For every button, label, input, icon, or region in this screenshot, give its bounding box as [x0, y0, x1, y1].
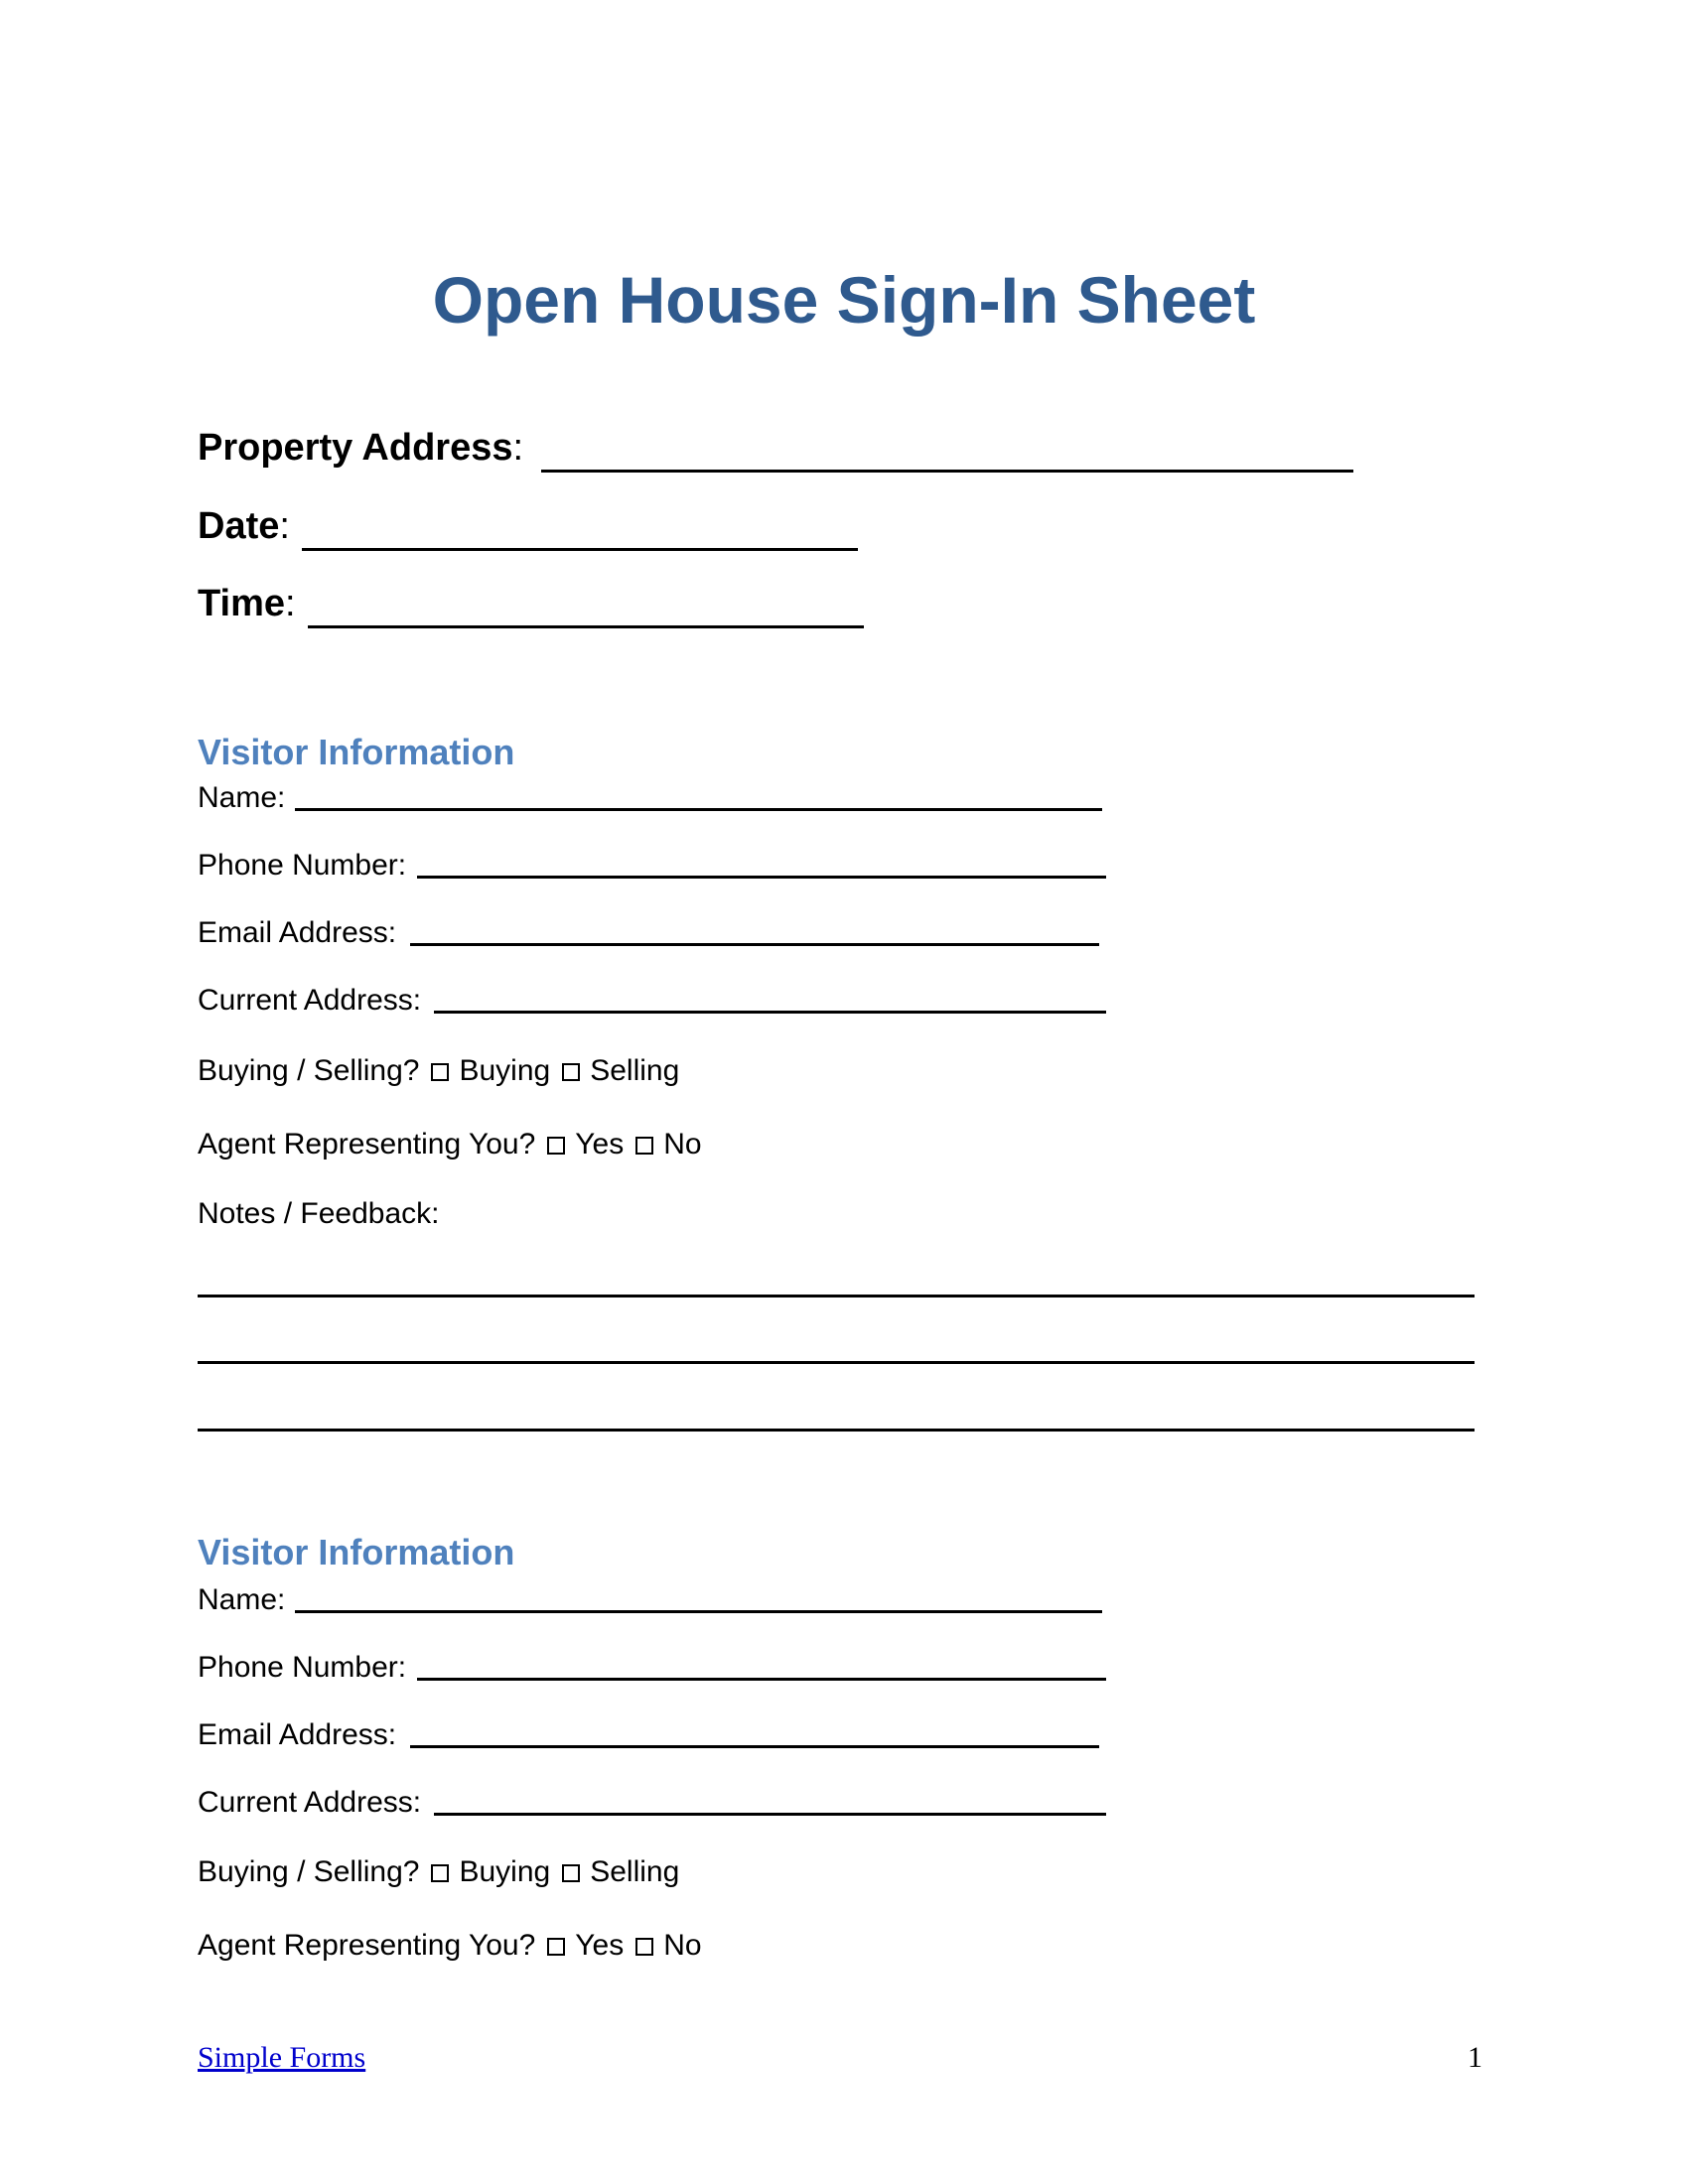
- phone-label-1: Phone Number:: [198, 849, 407, 882]
- simple-forms-link[interactable]: Simple Forms: [198, 2041, 366, 2074]
- time-label: Time: [198, 583, 286, 624]
- agent-row-2: [198, 1927, 702, 1965]
- visitor-information-heading-1: Visitor Information: [198, 732, 515, 772]
- notes-label-1: Notes / Feedback:: [198, 1197, 440, 1230]
- name-label-1: Name:: [198, 781, 286, 814]
- phone-blank-2[interactable]: [417, 1678, 1106, 1681]
- property-address-label: Property Address: [198, 427, 513, 469]
- phone-label-2: Phone Number:: [198, 1651, 407, 1684]
- yes-checkbox-2[interactable]: [547, 1938, 565, 1956]
- property-address-field: [198, 425, 523, 471]
- property-address-blank[interactable]: [541, 470, 1353, 473]
- current-address-blank-2[interactable]: [434, 1813, 1106, 1816]
- no-option-1: No: [663, 1128, 702, 1160]
- buying-option-1: Buying: [459, 1054, 551, 1087]
- buying-selling-row-2: [198, 1853, 679, 1891]
- phone-blank-1[interactable]: [417, 876, 1106, 879]
- buying-checkbox-1[interactable]: [431, 1063, 449, 1081]
- no-checkbox-2[interactable]: [635, 1938, 653, 1956]
- agent-row-1: [198, 1126, 702, 1163]
- name-blank-1[interactable]: [295, 808, 1102, 811]
- date-field: [198, 503, 290, 549]
- date-colon: :: [279, 505, 290, 547]
- email-label-2: Email Address:: [198, 1718, 397, 1751]
- current-address-label-1: Current Address:: [198, 984, 422, 1017]
- date-blank[interactable]: [302, 548, 858, 551]
- page-title: Open House Sign-In Sheet: [432, 263, 1256, 337]
- buying-checkbox-2[interactable]: [431, 1864, 449, 1882]
- yes-checkbox-1[interactable]: [547, 1137, 565, 1155]
- agent-label-2: Agent Representing You?: [198, 1929, 536, 1962]
- visitor-information-heading-2: Visitor Information: [198, 1532, 515, 1572]
- buying-selling-label-1: Buying / Selling?: [198, 1054, 420, 1087]
- buying-selling-row-1: [198, 1052, 679, 1090]
- selling-option-2: Selling: [590, 1855, 680, 1888]
- current-address-label-2: Current Address:: [198, 1786, 422, 1819]
- notes-line-2[interactable]: [198, 1361, 1475, 1364]
- buying-selling-label-2: Buying / Selling?: [198, 1855, 420, 1888]
- buying-option-2: Buying: [459, 1855, 551, 1888]
- page-number: 1: [1468, 2041, 1482, 2074]
- notes-line-3[interactable]: [198, 1429, 1475, 1432]
- property-address-colon: :: [512, 427, 524, 469]
- no-checkbox-1[interactable]: [635, 1137, 653, 1155]
- date-label: Date: [198, 505, 280, 547]
- current-address-blank-1[interactable]: [434, 1011, 1106, 1014]
- no-option-2: No: [663, 1929, 702, 1962]
- email-blank-1[interactable]: [410, 943, 1099, 946]
- selling-checkbox-2[interactable]: [562, 1864, 580, 1882]
- email-blank-2[interactable]: [410, 1745, 1099, 1748]
- time-colon: :: [285, 583, 296, 624]
- notes-line-1[interactable]: [198, 1295, 1475, 1297]
- yes-option-2: Yes: [575, 1929, 625, 1962]
- time-field: [198, 581, 296, 626]
- agent-label-1: Agent Representing You?: [198, 1128, 536, 1160]
- selling-option-1: Selling: [590, 1054, 680, 1087]
- name-label-2: Name:: [198, 1583, 286, 1616]
- time-blank[interactable]: [308, 625, 864, 628]
- yes-option-1: Yes: [575, 1128, 625, 1160]
- name-blank-2[interactable]: [295, 1610, 1102, 1613]
- email-label-1: Email Address:: [198, 916, 397, 949]
- selling-checkbox-1[interactable]: [562, 1063, 580, 1081]
